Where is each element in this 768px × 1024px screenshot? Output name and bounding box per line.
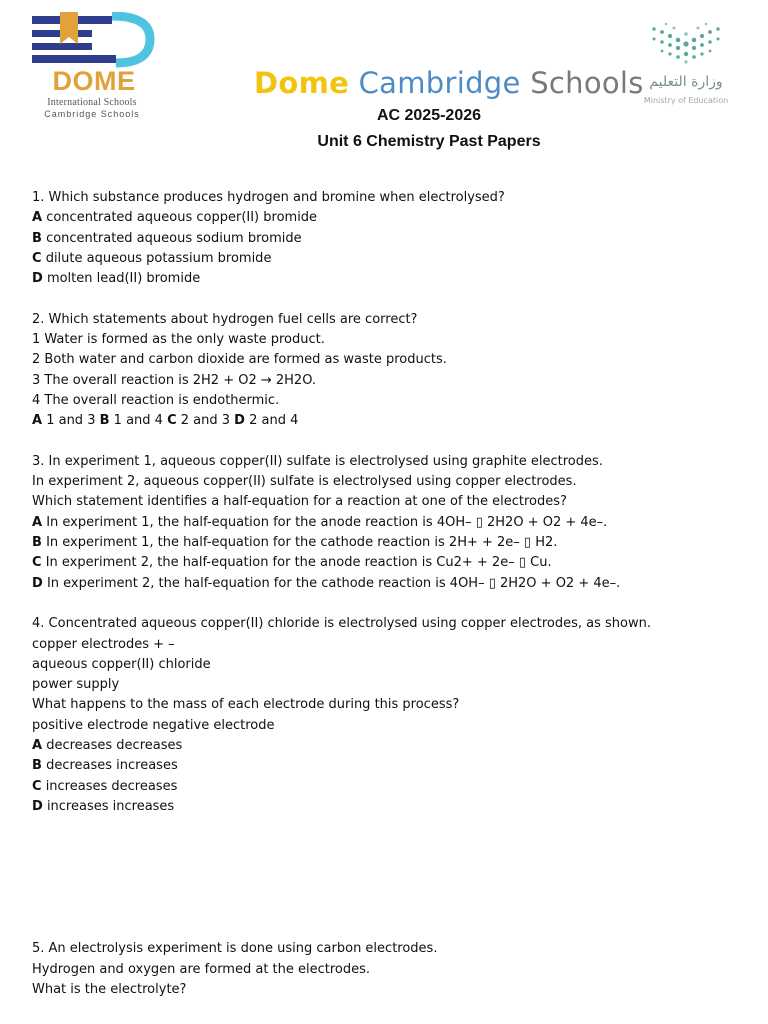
answer-option (32, 229, 752, 249)
option-text: In experiment 2, the half-equation for the anode reaction is Cu2+ + 2e– ▯ Cu. (45, 555, 552, 571)
option-text: 1 and 4 (113, 413, 163, 429)
option-letter: D (234, 413, 245, 429)
statement: 2 Both water and carbon dioxide are formed as waste products. (32, 352, 447, 368)
option-letter: C (32, 250, 42, 266)
dome-logo-tagline: Cambridge Schools (44, 109, 140, 119)
answer-option (32, 208, 752, 228)
option-letter: B (32, 230, 42, 246)
option-text: 1 and 3 (46, 413, 96, 429)
question-stem: 4. Concentrated aqueous copper(II) chloride is electrolysed using copper electrodes, as shown. (32, 616, 651, 632)
option-letter: A (32, 738, 43, 754)
school-title-dome: Dome (254, 66, 350, 100)
answer-option (32, 513, 752, 533)
school-title-schools: Schools (530, 66, 644, 100)
option-letter: C (167, 413, 177, 429)
option-letter: C (32, 778, 42, 794)
question-3 (32, 452, 752, 594)
answer-option (32, 756, 752, 776)
question-5 (32, 939, 752, 1000)
statement: 1 Water is formed as the only waste product. (32, 332, 325, 348)
option-letter: D (32, 798, 43, 814)
option-letter: C (32, 555, 42, 571)
question-stem: 3. In experiment 1, aqueous copper(II) sulfate is electrolysed using graphite electrodes. (32, 453, 603, 469)
question-stem: 1. Which substance produces hydrogen and bromine when electrolysed? (32, 190, 505, 205)
question-text: Which statement identifies a half-equation for a reaction at one of the electrodes? (32, 494, 567, 510)
option-text: In experiment 2, the half-equation for the cathode reaction is 4OH– ▯ 2H2O + O2 + 4e–. (46, 575, 621, 591)
question-list (32, 188, 752, 1000)
question-text: Hydrogen and oxygen are formed at the electrodes. (32, 961, 371, 977)
option-letter: A (32, 210, 43, 226)
answer-option (32, 777, 752, 797)
answer-option (32, 269, 752, 289)
option-letter: D (32, 271, 43, 287)
question-2 (32, 310, 752, 432)
question-4 (32, 614, 752, 817)
ministry-emblem-icon (640, 14, 732, 70)
dome-logo (26, 12, 158, 122)
diagram-label: power supply (32, 677, 120, 693)
question-1 (32, 188, 752, 289)
option-letter: A (32, 413, 43, 429)
statement: 4 The overall reaction is endothermic. (32, 392, 280, 408)
answer-options-row (32, 411, 752, 431)
diagram-label: aqueous copper(II) chloride (32, 656, 211, 672)
option-text: In experiment 1, the half-equation for the anode reaction is 4OH– ▯ 2H2O + O2 + 4e–. (46, 514, 608, 530)
answer-option (32, 553, 752, 573)
statement: 3 The overall reaction is 2H2 + O2 → 2H2O. (32, 372, 317, 388)
option-text: decreases increases (46, 758, 178, 774)
dome-logo-subtitle: International Schools (47, 97, 137, 108)
option-letter: B (32, 758, 42, 774)
table-header: positive electrode negative electrode (32, 717, 275, 733)
answer-option (32, 797, 752, 817)
option-text: dilute aqueous potassium bromide (45, 250, 272, 266)
question-text: In experiment 2, aqueous copper(II) sulfate is electrolysed using copper electrodes. (32, 474, 577, 490)
question-stem: 2. Which statements about hydrogen fuel cells are correct? (32, 311, 418, 327)
option-letter: D (32, 575, 43, 591)
unit-title: Unit 6 Chemistry Past Papers (317, 133, 541, 150)
option-text: molten lead(II) bromide (46, 271, 201, 287)
option-text: increases decreases (45, 778, 178, 794)
question-text: What is the electrolyte? (32, 981, 187, 997)
option-letter: B (32, 535, 42, 551)
answer-option (32, 574, 752, 594)
diagram-label: copper electrodes + – (32, 636, 175, 652)
answer-option (32, 736, 752, 756)
option-text: 2 and 4 (249, 413, 299, 429)
question-text: What happens to the mass of each electrode during this process? (32, 697, 460, 713)
option-letter: B (99, 413, 110, 429)
answer-option (32, 249, 752, 269)
school-title (254, 66, 644, 100)
option-text: In experiment 1, the half-equation for the cathode reaction is 2H+ + 2e– ▯ H2. (46, 535, 558, 551)
option-letter: A (32, 514, 43, 530)
ministry-name-english: Ministry of Education (643, 96, 729, 105)
option-text: concentrated aqueous sodium bromide (46, 230, 302, 246)
school-title-cambridge: Cambridge (358, 66, 521, 100)
option-text: concentrated aqueous copper(II) bromide (46, 210, 318, 226)
question-stem: 5. An electrolysis experiment is done using carbon electrodes. (32, 941, 438, 957)
ministry-logo (640, 14, 740, 114)
option-text: decreases decreases (46, 738, 183, 754)
option-text: increases increases (46, 798, 175, 814)
dome-logo-mark (26, 12, 158, 72)
ministry-name-arabic: وزارة التعليم (649, 74, 723, 90)
dome-logo-word: DOME (52, 66, 136, 96)
option-text: 2 and 3 (180, 413, 231, 429)
answer-option (32, 533, 752, 553)
academic-year: AC 2025-2026 (376, 107, 482, 124)
